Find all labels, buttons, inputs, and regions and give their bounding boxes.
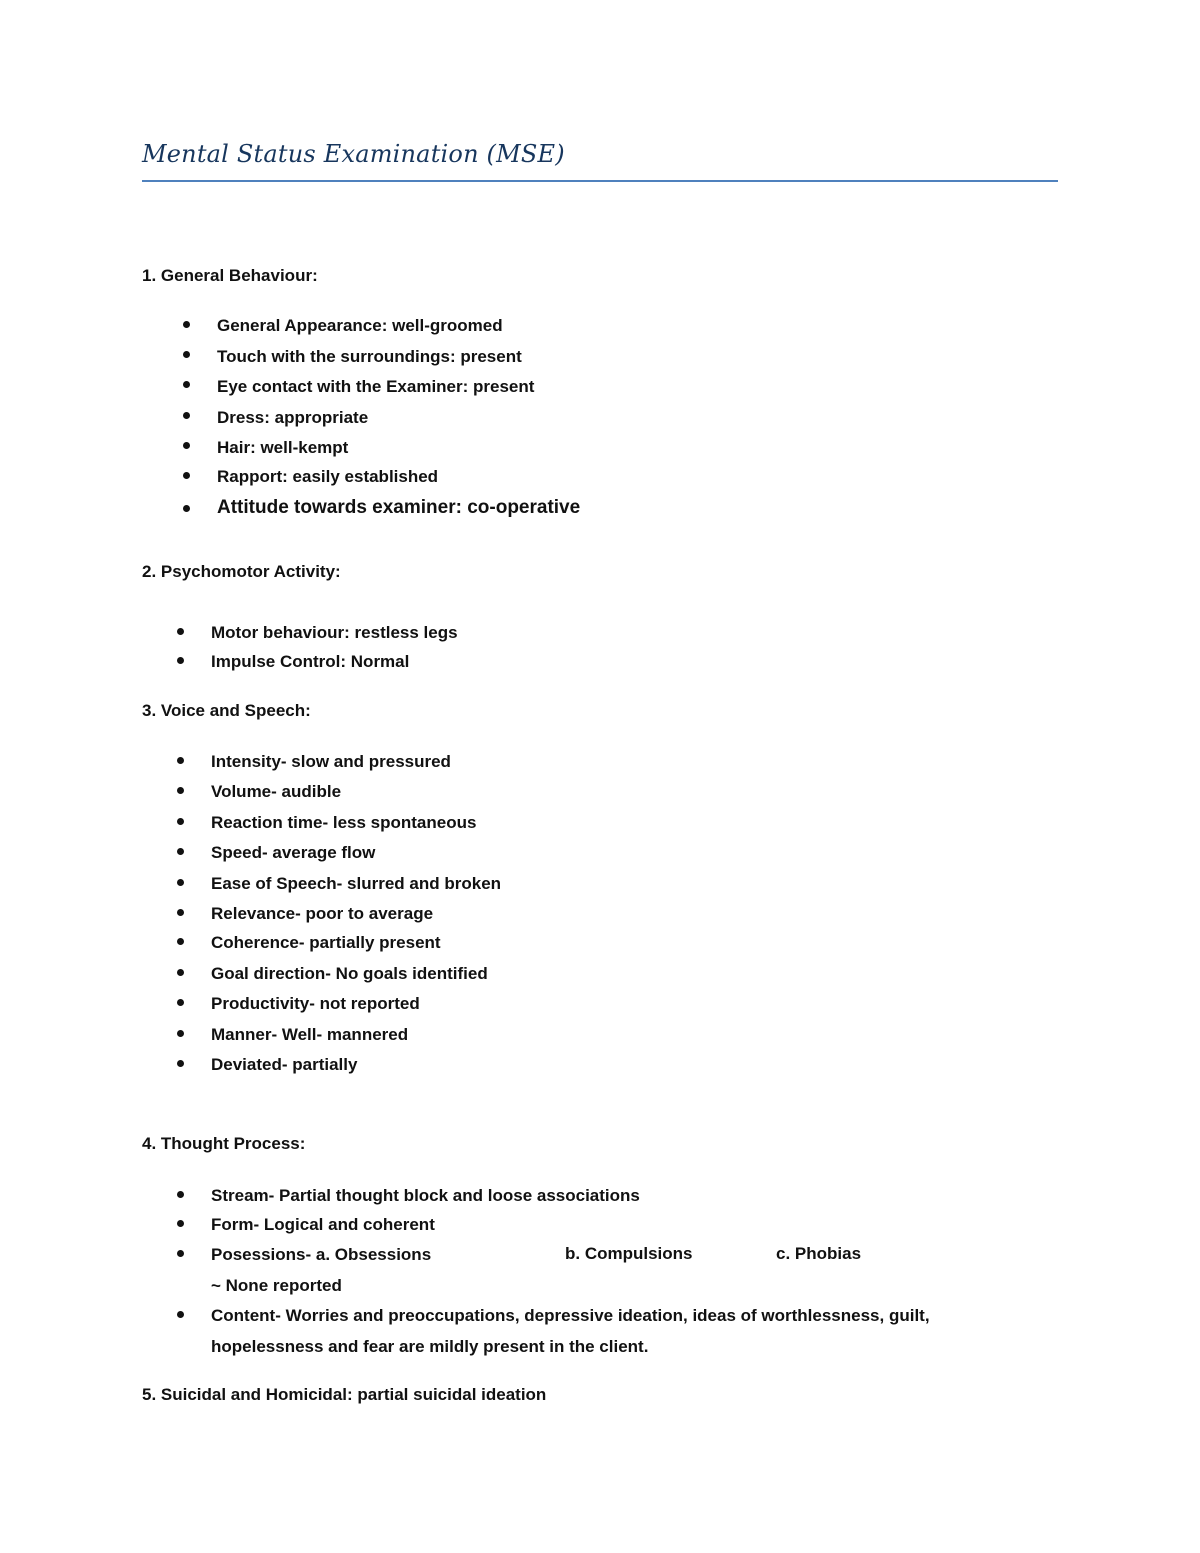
list-item: Touch with the surroundings: present (217, 347, 522, 366)
section-heading-psychomotor: 2. Psychomotor Activity: (142, 562, 341, 581)
bullet-icon (177, 818, 184, 825)
bullet-icon (183, 472, 190, 479)
bullet-icon (177, 969, 184, 976)
possessions-label: Posessions- a. Obsessions (211, 1245, 432, 1264)
bullet-icon (177, 1191, 184, 1198)
list-item: Reaction time- less spontaneous (211, 813, 477, 832)
list-item: Intensity- slow and pressured (211, 752, 451, 771)
bullet-icon (177, 999, 184, 1006)
list-item: Attitude towards examiner: co-operative (217, 497, 581, 518)
bullet-icon (177, 657, 184, 664)
bullet-icon (177, 787, 184, 794)
list-item: Impulse Control: Normal (211, 652, 410, 671)
bullet-icon (177, 909, 184, 916)
list-item: Content- Worries and preoccupations, depressive ideation, ideas of worthlessness, guilt, (211, 1306, 930, 1325)
bullet-icon (183, 381, 190, 388)
bullet-icon (177, 1030, 184, 1037)
list-item-continuation: hopelessness and fear are mildly present in the client. (211, 1337, 649, 1356)
section-heading-voice-speech: 3. Voice and Speech: (142, 701, 311, 720)
bullet-icon (177, 1220, 184, 1227)
section-heading-thought-process: 4. Thought Process: (142, 1134, 306, 1153)
section-heading-general-behaviour: 1. General Behaviour: (142, 266, 318, 285)
list-item: Dress: appropriate (217, 408, 369, 427)
list-item: Hair: well-kempt (217, 438, 349, 457)
list-item: Rapport: easily established (217, 467, 439, 486)
bullet-icon (183, 505, 190, 512)
possessions-note: ~ None reported (211, 1276, 342, 1295)
bullet-icon (177, 1311, 184, 1318)
bullet-icon (177, 848, 184, 855)
list-item: General Appearance: well-groomed (217, 316, 503, 335)
document-title: Mental Status Examination (MSE) (142, 140, 565, 168)
title-underline (142, 180, 1058, 182)
list-item: Productivity- not reported (211, 994, 420, 1013)
list-item: Form- Logical and coherent (211, 1215, 435, 1234)
bullet-icon (183, 412, 190, 419)
list-item: Stream- Partial thought block and loose associations (211, 1186, 640, 1205)
list-item: Motor behaviour: restless legs (211, 623, 458, 642)
bullet-icon (183, 351, 190, 358)
possessions-option-b: b. Compulsions (565, 1244, 693, 1263)
list-item: Relevance- poor to average (211, 904, 434, 923)
list-item: Coherence- partially present (211, 933, 441, 952)
list-item: Ease of Speech- slurred and broken (211, 874, 502, 893)
bullet-icon (183, 321, 190, 328)
list-item: Eye contact with the Examiner: present (217, 377, 535, 396)
bullet-icon (177, 938, 184, 945)
list-item: Goal direction- No goals identified (211, 964, 488, 983)
bullet-icon (177, 1250, 184, 1257)
list-item: Deviated- partially (211, 1055, 358, 1074)
bullet-icon (183, 442, 190, 449)
possessions-option-c: c. Phobias (776, 1244, 862, 1263)
bullet-icon (177, 879, 184, 886)
list-item: Manner- Well- mannered (211, 1025, 409, 1044)
list-item: Volume- audible (211, 782, 342, 801)
bullet-icon (177, 628, 184, 635)
section-heading-suicidal-homicidal: 5. Suicidal and Homicidal: partial suicidal ideation (142, 1385, 547, 1404)
bullet-icon (177, 757, 184, 764)
list-item: Speed- average flow (211, 843, 376, 862)
bullet-icon (177, 1060, 184, 1067)
